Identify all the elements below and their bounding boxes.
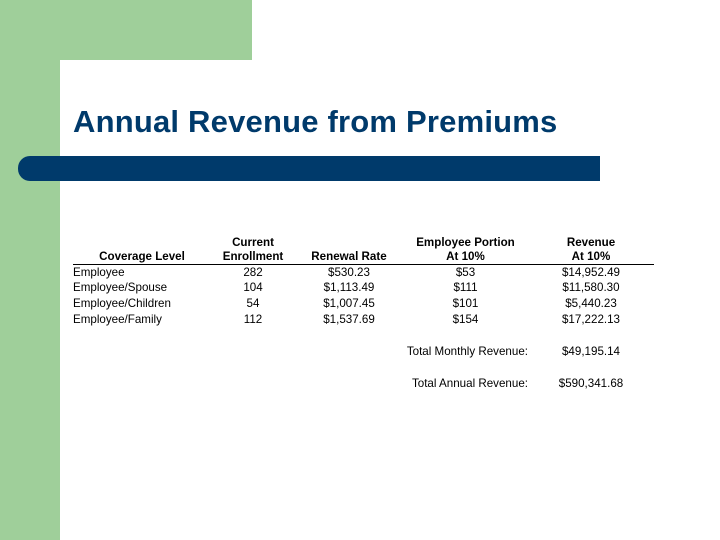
green-frame-top [0, 0, 252, 60]
total-monthly-revenue-label: Total Monthly Revenue: [406, 345, 528, 358]
cell-enrollment: 104 [243, 281, 263, 295]
table-header-row [73, 234, 654, 264]
cell-revenue: $5,440.23 [565, 297, 617, 311]
header-revenue: Revenue At 10% [566, 235, 616, 263]
cell-revenue: $14,952.49 [561, 265, 621, 279]
table-row [73, 312, 654, 328]
header-current-enrollment: Current Enrollment [222, 235, 284, 263]
cell-portion: $53 [455, 265, 476, 279]
total-monthly-revenue-value: $49,195.14 [561, 345, 621, 358]
header-coverage-level: Coverage Level [99, 249, 185, 263]
cell-portion: $101 [452, 297, 479, 311]
cell-rate: $1,007.45 [323, 297, 375, 311]
cell-enrollment: 282 [243, 265, 263, 279]
cell-revenue: $17,222.13 [561, 312, 621, 326]
cell-revenue: $11,580.30 [562, 281, 620, 295]
title-divider-bar [18, 156, 600, 181]
cell-portion: $154 [452, 312, 479, 326]
cell-enrollment: 112 [243, 312, 263, 326]
header-employee-portion: Employee Portion At 10% [416, 235, 515, 263]
cell-level: Employee/Spouse [73, 281, 168, 295]
green-frame-left [0, 0, 60, 540]
cell-enrollment: 54 [246, 297, 260, 311]
slide-title: Annual Revenue from Premiums [73, 104, 558, 139]
total-annual-revenue-label: Total Annual Revenue: [411, 377, 528, 390]
cell-level: Employee [73, 265, 125, 279]
cell-level: Employee/Family [73, 312, 162, 326]
cell-level: Employee/Children [73, 297, 171, 311]
table-row [73, 280, 654, 296]
cell-rate: $530.23 [328, 265, 370, 279]
table-row [73, 296, 654, 312]
premium-table [73, 234, 654, 328]
total-annual-revenue-value: $590,341.68 [558, 377, 624, 390]
cell-rate: $1,113.49 [323, 281, 375, 295]
cell-portion: $111 [453, 281, 478, 295]
header-renewal-rate: Renewal Rate [311, 249, 387, 263]
cell-rate: $1,537.69 [323, 312, 375, 326]
table-row [73, 264, 654, 280]
